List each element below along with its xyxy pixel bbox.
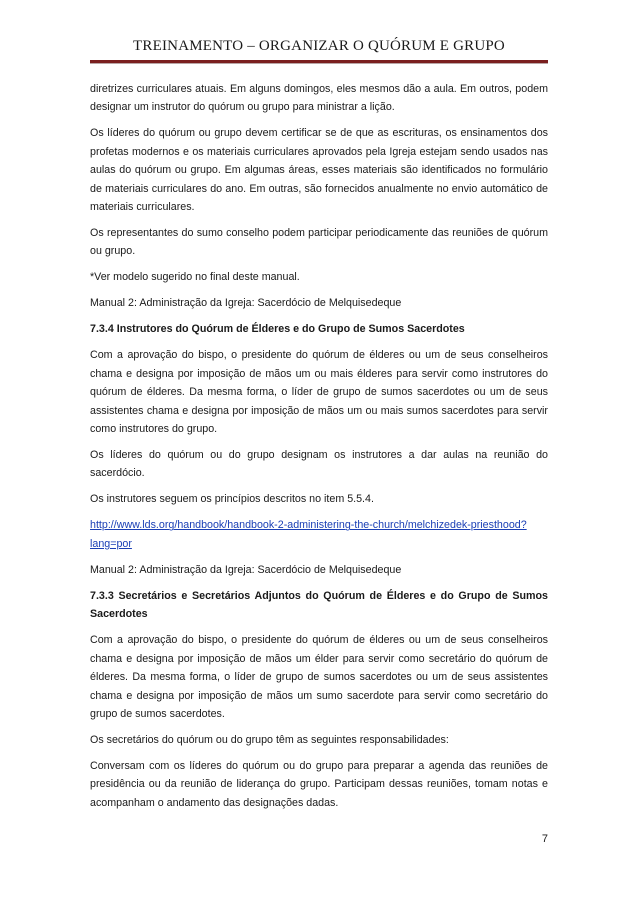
paragraph-secretaries-duties: Conversam com os líderes do quórum ou do grupo para preparar a agenda das reuniões de presidência ou da reunião de liderança do grupo. Participam dessas reuniões, tomam notas e acompanham o andamento das designações dadas.	[90, 759, 548, 809]
section-heading-7-3-4: 7.3.4 Instrutores do Quórum de Élderes e do Grupo de Sumos Sacerdotes	[90, 323, 465, 336]
paragraph-secretaries-calling: Com a aprovação do bispo, o presidente do quórum de élderes ou um de seus conselheiros chama e designa por imposição de mãos um élder para servir como secretário do quórum de élderes. Da mesma forma, o líder de grupo de sumos sacerdotes ou um de seus assistentes chama e designa por imposição de mãos um sumo sacerdote para servir como secretário do grupo de sumos sacerdotes.	[90, 634, 548, 720]
paragraph-instructors-calling: Com a aprovação do bispo, o presidente do quórum de élderes ou um de seus conselheiros chama e designa por imposição de mãos um ou mais élderes para servir como instrutores do quórum de élderes. Da mesma forma, o líder de grupo de sumos sacerdotes ou um de seus assistentes chama e designa por imposição de mãos um ou mais sumos sacerdotes para servir como instrutores do grupo.	[90, 349, 548, 436]
paragraph-secretaries-responsibilities: Os secretários do quórum ou do grupo têm as seguintes responsabilidades:	[90, 733, 449, 746]
paragraph-source-manual-2: Manual 2: Administração da Igreja: Sacerdócio de Melquisedeque	[90, 563, 402, 576]
header-rule-shadow	[90, 63, 548, 64]
paragraph-high-council: Os representantes do sumo conselho podem participar periodicamente das reuniões de quórum ou grupo.	[90, 227, 548, 258]
paragraph-model-note: *Ver modelo sugerido no final deste manual.	[90, 271, 300, 284]
paragraph-instructors-principles: Os instrutores seguem os princípios descritos no item 5.5.4.	[90, 493, 374, 506]
paragraph-source-manual: Manual 2: Administração da Igreja: Sacerdócio de Melquisedeque	[90, 297, 402, 310]
page-number: 7	[541, 833, 548, 845]
page-body	[90, 80, 548, 820]
page-header-title: TREINAMENTO – ORGANIZAR O QUÓRUM E GRUPO	[133, 38, 505, 54]
paragraph-link	[90, 516, 548, 553]
paragraph-curriculum-guidelines: diretrizes curriculares atuais. Em alguns domingos, eles mesmos dão a aula. Em outros, podem designar um instrutor do quórum ou grupo para ministrar a lição.	[90, 83, 548, 114]
paragraph-instructors-assignment: Os líderes do quórum ou do grupo designam os instrutores a dar aulas na reunião do sacerdócio.	[90, 449, 548, 480]
handbook-link[interactable]: http://www.lds.org/handbook/handbook-2-administering-the-church/melchizedek-priesthood?lang=por	[90, 519, 527, 550]
paragraph-leaders-materials: Os líderes do quórum ou grupo devem certificar se de que as escrituras, os ensinamentos dos profetas modernos e os materiais curriculares aprovados pela Igreja estejam sendo usados nas aulas do quórum ou grupo. Em algumas áreas, esses materiais são identificados no formulário de materiais curriculares do ano. Em outras, são fornecidos anualmente no envio automático de materiais curriculares.	[90, 127, 548, 214]
section-heading-7-3-3: 7.3.3 Secretários e Secretários Adjuntos do Quórum de Élderes e do Grupo de Sumos Sacerdotes	[90, 589, 548, 621]
